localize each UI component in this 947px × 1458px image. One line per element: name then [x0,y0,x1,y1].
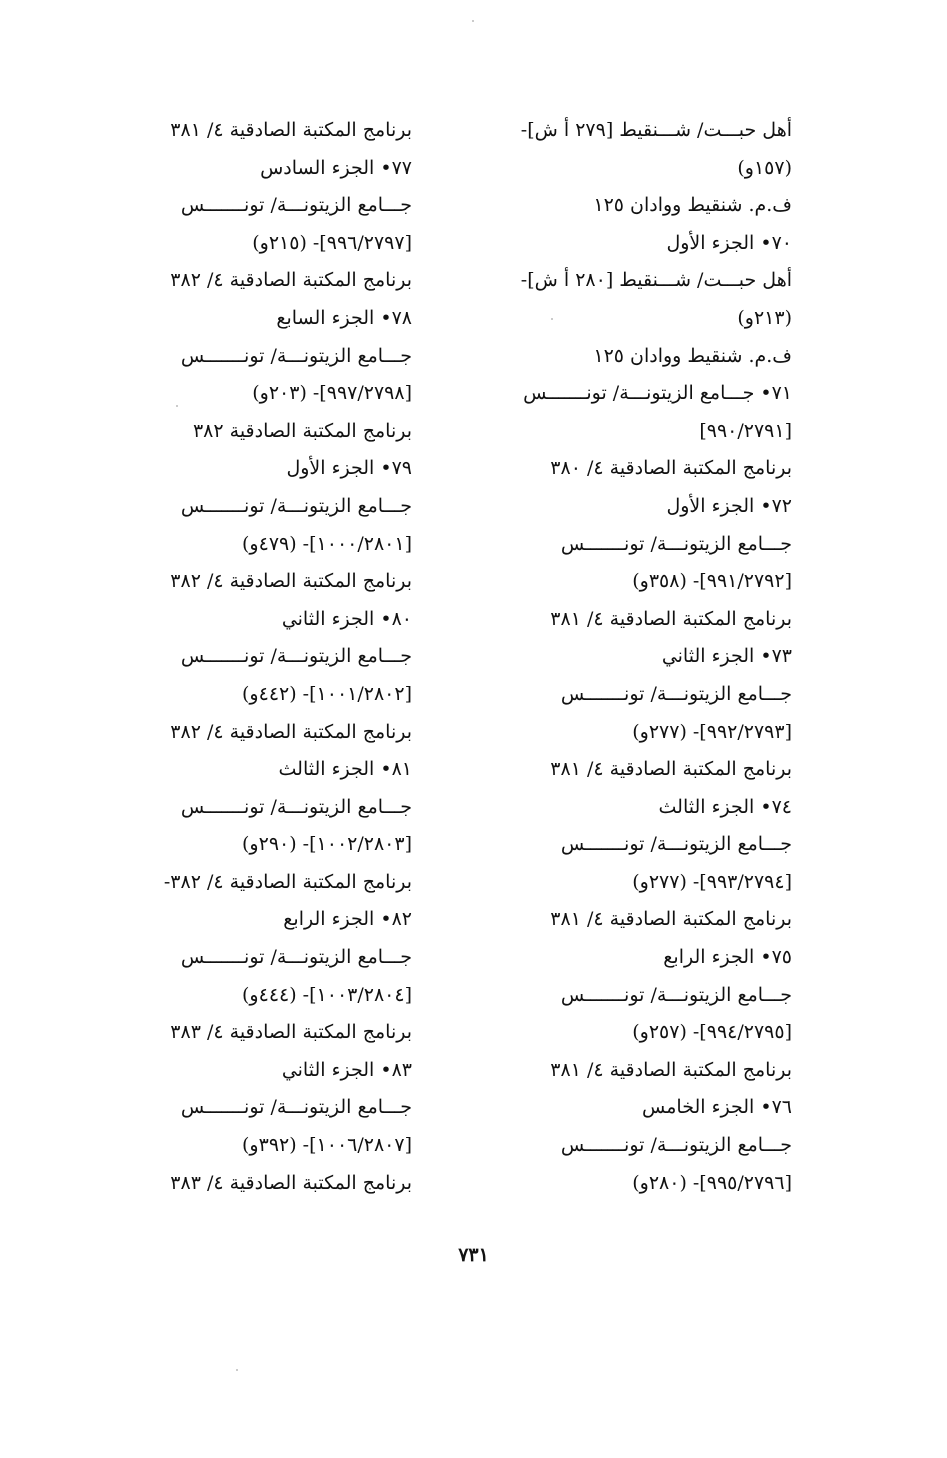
text-line: [١٠٠٢/٢٨٠٣]- (٢٩٠و) [242,833,412,856]
text-line: أهل حبـــت/ شـــنقيط [٢٨٠ أ ش]- [520,269,792,292]
text-line: جـــامع الزيتونـــة/ تونـــــــس [180,795,412,818]
text-line: [٩٩٠/٢٧٩١] [699,419,792,442]
text-line: [١٠٠٠/٢٨٠١]- (٤٧٩و) [242,532,412,555]
text-line: برنامج المكتبة الصادقية ٤/ ٣٨١ [550,607,792,630]
scan-speck [236,1369,238,1371]
entry-heading: ٧٨• الجزء السابع [276,306,412,329]
text-line: (٢١٣و) [737,306,792,329]
text-line: جـــامع الزيتونـــة/ تونـــــــس [180,344,412,367]
scan-speck [472,20,474,22]
text-line: [٩٩٦/٢٧٩٧]- (٢١٥و) [252,231,412,254]
entry-heading: ٧١• جـــامع الزيتونـــة/ تونـــــــس [523,382,792,405]
text-line: برنامج المكتبة الصادقية ٤/ ٣٨٢ [170,570,412,593]
left-column [102,112,412,1202]
entry-heading: ٧٩• الجزء الأول [286,457,412,480]
text-line: [٩٩٥/٢٧٩٦]- (٢٨٠و) [632,1171,792,1194]
text-line: جـــامع الزيتونـــة/ تونـــــــس [560,1134,792,1157]
text-line: [١٠٠١/٢٨٠٢]- (٤٤٢و) [242,682,412,705]
text-line: برنامج المكتبة الصادقية ٤/ ٣٨١ [170,119,412,141]
text-line: [٩٩٣/٢٧٩٤]- (٢٧٧و) [632,870,792,893]
text-line: جـــامع الزيتونـــة/ تونـــــــس [180,645,412,668]
text-line: أهل حبـــت/ شـــنقيط [٢٧٩ أ ش]- [520,119,792,141]
text-line: جـــامع الزيتونـــة/ تونـــــــس [560,983,792,1006]
entry-heading: ٨٣• الجزء الثاني [281,1058,412,1081]
text-line: برنامج المكتبة الصادقية ٤/ ٣٨٢ [170,269,412,292]
text-line: جـــامع الزيتونـــة/ تونـــــــس [180,494,412,517]
entry-heading: ٧٥• الجزء الرابع [663,946,792,969]
text-line: جـــامع الزيتونـــة/ تونـــــــس [180,1096,412,1119]
page-number: ٧٣١ [458,1244,489,1266]
entry-heading: ٧٧• الجزء السادس [260,156,412,179]
text-line: (١٥٧و) [737,156,792,179]
text-line: جـــامع الزيتونـــة/ تونـــــــس [560,532,792,555]
text-line: [١٠٠٦/٢٨٠٧]- (٣٩٢و) [242,1134,412,1157]
text-line: برنامج المكتبة الصادقية ٤/ ٣٨٠ [550,457,792,480]
text-line: برنامج المكتبة الصادقية ٤/ ٣٨١ [550,758,792,781]
scan-speck [176,405,178,407]
text-line: جـــامع الزيتونـــة/ تونـــــــس [180,194,412,217]
text-line: [١٠٠٣/٢٨٠٤]- (٤٤٤و) [242,983,412,1006]
text-line: [٩٩٤/٢٧٩٥]- (٢٥٧و) [632,1021,792,1044]
text-line: جـــامع الزيتونـــة/ تونـــــــس [180,946,412,969]
text-line: برنامج المكتبة الصادقية ٤/ ٣٨٣ [170,1021,412,1044]
text-line: [٩٩١/٢٧٩٢]- (٣٥٨و) [632,570,792,593]
text-line: برنامج المكتبة الصادقية ٤/ ٣٨٢ [170,720,412,743]
text-line: ف.م. شنقيط ووادان ١٢٥ [593,344,792,367]
entry-heading: ٨١• الجزء الثالث [278,758,412,781]
text-line: [٩٩٢/٢٧٩٣]- (٢٧٧و) [632,720,792,743]
text-line: برنامج المكتبة الصادقية ٤/ ٣٨١ [550,908,792,931]
scan-speck [551,318,553,320]
entry-heading: ٨٢• الجزء الرابع [283,908,412,931]
text-line: برنامج المكتبة الصادقية ٤/ ٣٨٣ [170,1171,412,1194]
entry-heading: ٨٠• الجزء الثاني [281,607,412,630]
entry-heading: ٧٠• الجزء الأول [666,231,792,254]
text-line: جـــامع الزيتونـــة/ تونـــــــس [560,833,792,856]
entry-heading: ٧٦• الجزء الخامس [642,1096,792,1119]
entry-heading: ٧٣• الجزء الثاني [661,645,792,668]
entry-heading: ٧٢• الجزء الأول [666,494,792,517]
text-line: برنامج المكتبة الصادقية ٤/ ٣٨٢- [163,870,412,893]
text-line: ف.م. شنقيط ووادان ١٢٥ [593,194,792,217]
text-line: برنامج المكتبة الصادقية ٣٨٢ [192,419,412,442]
entry-heading: ٧٤• الجزء الثالث [658,795,792,818]
text-line: جـــامع الزيتونـــة/ تونـــــــس [560,682,792,705]
text-line: [٩٩٧/٢٧٩٨]- (٢٠٣و) [252,382,412,405]
text-line: برنامج المكتبة الصادقية ٤/ ٣٨١ [550,1058,792,1081]
right-column [492,112,792,1202]
